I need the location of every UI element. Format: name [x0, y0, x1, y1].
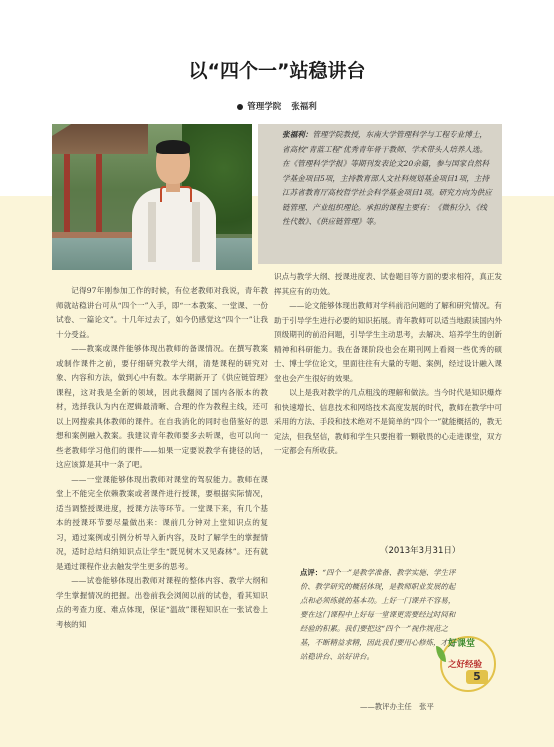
paragraph: 识点与教学大纲、授课进度表、试卷题目等方面的要求相符，真正发挥其应有的功效。	[274, 272, 502, 296]
paragraph: ——一堂课能够体现出教师对课堂的驾驭能力。教师在课堂上不能完全依赖教案或者课件进行授课，要根据实际情况，适当调整授课进度，授课方法等环节。一堂课下来，有几个基本的授课环节要尽量做出来：课前几分钟对上堂知识点的复习，通过案例或引例分析导入新内容，及时了解学生的掌握情况，适时总结归纳知识点让学生“既见树木又见森林”。还有就是通过课程作业去触发学生更多的思考。	[56, 474, 268, 571]
author-name: 张福利	[291, 102, 317, 112]
bullet-icon	[237, 104, 243, 110]
author-bio	[258, 124, 502, 264]
paragraph: 记得97年刚参加工作的时候，有位老教师对我说，青年教师就站稳讲台可从“四个一”入手，即“一本教案、一堂课、一份试卷、一篇论文”。十几年过去了，如今仍感觉这“四个一”让我十分受益。	[56, 286, 268, 339]
article-date: （2013年3月31日）	[380, 546, 461, 556]
paragraph: ——试卷能够体现出教师对课程的整体内容、教学大纲和学生掌握情况的把握。出卷前我会浏阅以前的试卷，看其知识点的考查力度、难点体现，保证“温故”课程知识在一张试卷上考核的知	[56, 576, 268, 629]
comment-text: “四个一”是教学准备、教学实施、学生评价、教学研究的概括体现，是教师职业发展的起点和必须练就的基本功。上好一门课并不容易，要在这门课程中上好每一堂课更需要经过时间和经验的积累。我们要把这“四个一”视作规范之基，不断精益求精，因此我们要用心修炼，才能站稳讲台、站好讲台。	[300, 568, 456, 661]
article-title: 以“四个一”站稳讲台	[188, 60, 366, 82]
comment-label: 点评：	[300, 568, 323, 577]
left-column	[56, 284, 268, 632]
author-portrait	[126, 142, 222, 270]
paragraph: ——论文能够体现出教师对学科前沿问题的了解和研究情况。有助于引导学生进行必要的知识拓展。青年教师可以适当地跟读国内外顶级期刊的前沿问题，引导学生主动思考，去解决、培养学生的创新精神和科研能力。我在备课阶段也会在期刊网上看阅一些优秀的硕士、博士学位论文，里面往往有大量的专题、案例，经过设计融入课堂也会产生很好的效果。	[274, 301, 502, 383]
bio-name: 张福利：	[282, 130, 313, 139]
department: 管理学院	[247, 102, 282, 112]
section-logo	[432, 632, 504, 692]
logo-bottom-text: 之好经验	[448, 660, 483, 670]
paragraph: 以上是我对教学的几点粗浅的理解和做法。当今时代是知识爆炸和快速增长、信息技术和网络技术高度发展的时代，教师在教学中可采用的方法、手段和技术绝对不是简单的“四个一”就能概括的，教无定法，但我坚信，教师和学生只要抱着一颗敬畏的心走进课堂，双方一定都会有所收获。	[274, 388, 502, 455]
logo-top-text: 好课堂	[448, 639, 476, 649]
bio-text: 管理学院教授，东南大学管理科学与工程专业博士，省高校“青蓝工程”优秀青年骨干教师、学术带头人培养人选。在《管理科学学报》等期刊发表论文20余篇，参与国家自然科学基金项目5项，主持教育部人文社科规划基金项目1项，主持江苏省教育厅高校哲学社会科学基金项目1项。研究方向为供应链管理、产业组织理论。承担的课程主要有：《微积分》、《线性代数》、《供应链管理》等。	[282, 130, 492, 226]
right-column	[274, 270, 502, 459]
author-photo	[52, 124, 252, 270]
page-number: 5	[466, 670, 488, 684]
comment-signature: ——教评办主任 张平	[360, 702, 434, 711]
paragraph: ——教案或课件能够体现出教师的备课情况。在撰写教案或制作课件之前，要仔细研究教学大纲，清楚课程的研究对象、内容和方法，做到心中有数。本学期新开了《供应链管理》课程，这对我是全新的领域，因此我翻阅了国内各版本的教材，选择我认为内在逻辑最清晰、合理的作为教程主线，还可以上网搜索具体教师的课件。在自我消化的同时也借鉴好的思想和案例融入教案。我建议青年教师要多去听课，也可以向一些老教师学习他们的课件——如果一定要说教学有捷径的话，这应该算是其中一条了吧。	[56, 344, 268, 469]
byline	[0, 100, 554, 112]
